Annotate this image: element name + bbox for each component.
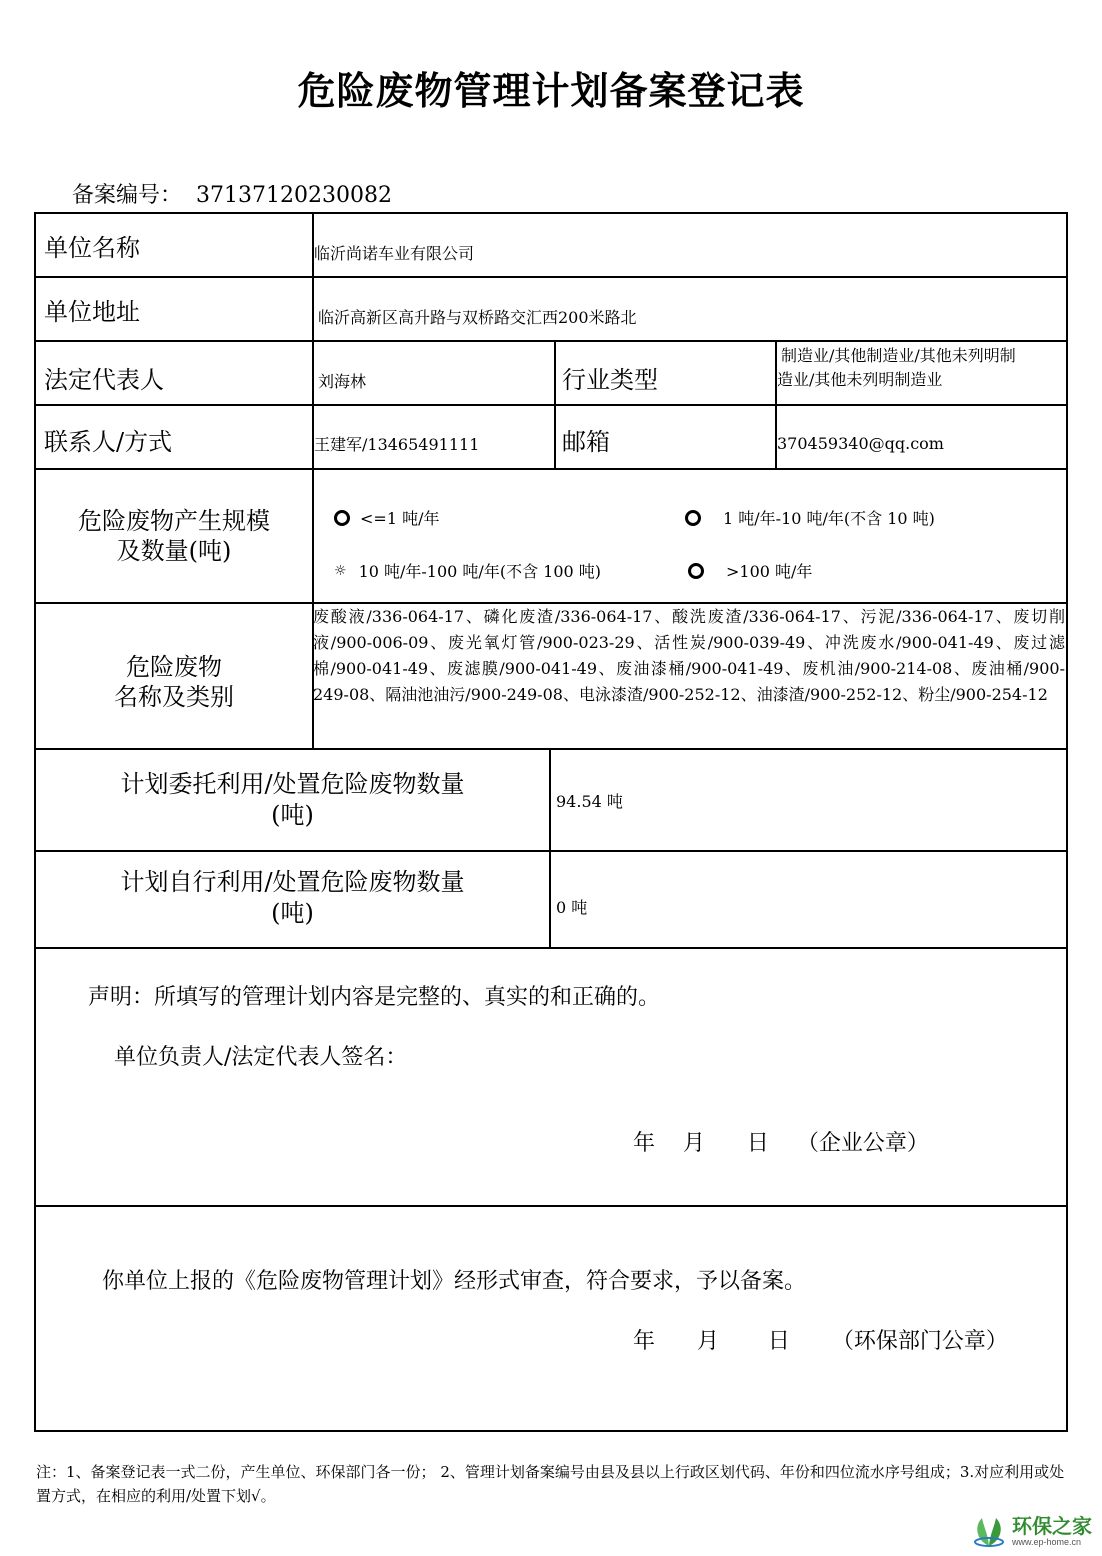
scale-option-text: <=1 吨/年 (360, 509, 440, 528)
self-disposal-label-line2: (吨) (271, 899, 314, 927)
row-divider (34, 947, 1068, 949)
scale-option-3[interactable] (334, 559, 601, 582)
unit-name-value: 临沂尚诺车业有限公司 (314, 243, 475, 263)
registration-label: 备案编号： (72, 183, 183, 208)
column-divider (554, 340, 556, 469)
industry-value-line1: 制造业/其他制造业/其他未列明制 (781, 346, 1016, 365)
industry-value-line2: 造业/其他未列明制造业 (777, 370, 943, 389)
entrusted-label-line1: 计划委托利用/处置危险废物数量 (120, 770, 465, 798)
radio-dot-icon (688, 563, 704, 579)
waste-label-line2: 名称及类别 (114, 683, 234, 711)
watermark-name: 环保之家 (1012, 1514, 1092, 1538)
registration-value: 37137120230082 (196, 183, 392, 208)
leaf-logo-icon (970, 1512, 1008, 1550)
entrusted-value: 94.54 吨 (556, 791, 623, 811)
scale-option-4[interactable] (688, 559, 812, 582)
radio-sun-icon: ☼ (334, 562, 347, 579)
declaration-signature: 单位负责人/法定代表人签名： (114, 1045, 408, 1070)
scale-option-1[interactable] (334, 506, 439, 529)
declaration-date-line: 年 月 日 （企业公章） (633, 1131, 929, 1156)
footnote: 注：1、备案登记表一式二份，产生单位、环保部门各一份； 2、管理计划备案编号由县及县以上行政区划代码、年份和四位流水序号组成；3.对应利用或处置方式，在相应的利用/处置下划√。 (36, 1463, 1065, 1505)
email-label: 邮箱 (562, 427, 610, 456)
page-title: 危险废物管理计划备案登记表 (297, 69, 805, 113)
row-divider (34, 748, 1068, 750)
email-value: 370459340@qq.com (777, 433, 944, 453)
row-divider (34, 850, 1068, 852)
declaration-statement: 声明：所填写的管理计划内容是完整的、真实的和正确的。 (88, 985, 661, 1010)
watermark-url: www.ep-home.cn (1012, 1537, 1082, 1547)
self-disposal-value: 0 吨 (556, 897, 588, 917)
unit-name-label: 单位名称 (44, 233, 140, 262)
entrusted-label-line2: (吨) (271, 801, 314, 829)
watermark-logo (970, 1512, 1092, 1550)
waste-list: 废酸液/336-064-17、磷化废渣/336-064-17、酸洗废渣/336-064-17、污泥/336-064-17、废切削液/900-006-09、废光氧灯管/900-023-29、活性炭/900-039-49、冲洗废水/900-041-49、废过滤棉/900-041-49、废滤膜/900-041-49、废油漆桶/900-041-49、废机油/900-214-08、废油桶/900-249-08、隔油池油污/900-249-08、电泳漆渣/900-252-12、油漆渣/900-252-12、粉尘/900-254-12 (313, 607, 1065, 704)
scale-option-text: 10 吨/年-100 吨/年(不含 100 吨) (358, 562, 602, 581)
scale-option-2[interactable] (685, 506, 935, 529)
scale-option-text: >100 吨/年 (726, 562, 813, 581)
contact-label: 联系人/方式 (44, 427, 173, 456)
legal-rep-label: 法定代表人 (44, 365, 164, 394)
row-divider (34, 1205, 1068, 1207)
approval-text: 你单位上报的《危险废物管理计划》经形式审查，符合要求，予以备案。 (102, 1269, 807, 1294)
unit-address-value: 临沂高新区高升路与双桥路交汇西200米路北 (318, 307, 637, 327)
waste-label-line1: 危险废物 (126, 653, 222, 681)
legal-rep-value: 刘海林 (318, 371, 367, 391)
column-divider (549, 748, 551, 948)
scale-label-line2: 及数量(吨) (116, 537, 232, 565)
self-disposal-label-line1: 计划自行利用/处置危险废物数量 (120, 868, 465, 896)
contact-value: 王建军/13465491111 (314, 434, 480, 454)
radio-dot-icon (334, 510, 350, 526)
unit-address-label: 单位地址 (44, 297, 140, 326)
radio-dot-icon (685, 510, 701, 526)
industry-label: 行业类型 (562, 365, 658, 394)
scale-option-text: 1 吨/年-10 吨/年(不含 10 吨) (723, 509, 935, 528)
scale-label-line1: 危险废物产生规模 (78, 507, 270, 535)
registration-number (72, 178, 392, 209)
approval-date-line: 年 月 日 （环保部门公章） (633, 1329, 1008, 1354)
